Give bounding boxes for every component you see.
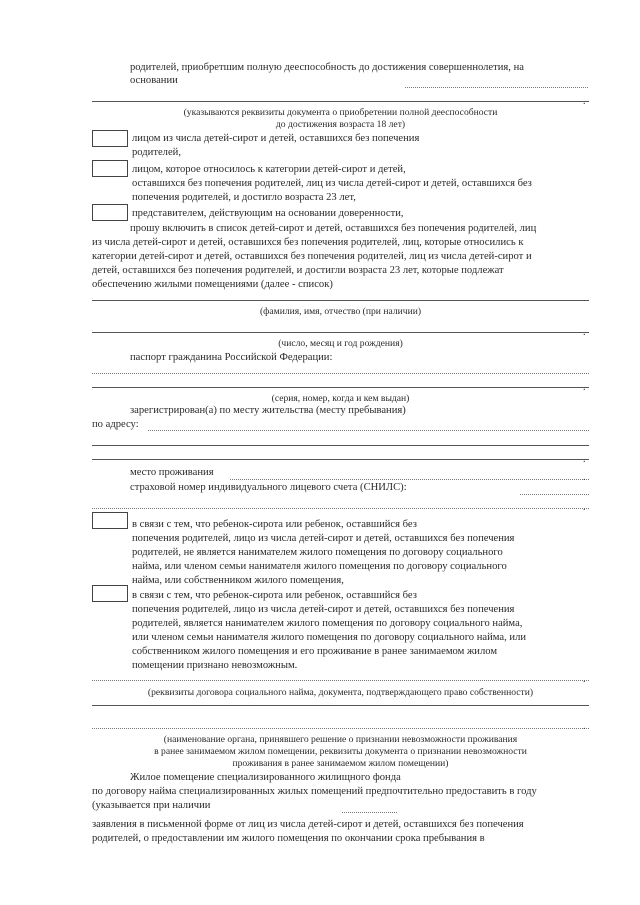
text-line: родителей, приобретшим полную дееспособность до достижения совершеннолетия, на — [130, 62, 524, 73]
text-line: обеспечению жилыми помещениями (далее - список) — [92, 279, 333, 290]
reason-label-cont: родителей, является нанимателем жилого помещения по договору социального найма, — [132, 618, 523, 629]
address-field-line[interactable] — [148, 430, 589, 431]
option-label: лицом, которое относилось к категории детей-сирот и детей, — [132, 164, 406, 175]
passport-field-line[interactable] — [92, 373, 589, 374]
caption-passport: (серия, номер, когда и кем выдан) — [271, 393, 410, 404]
snils-field-line-2[interactable] — [92, 508, 589, 509]
reason-label-cont: попечения родителей, лицо из числа детей-сирот и детей, оставшихся без попечения — [132, 604, 515, 615]
fill-line[interactable] — [92, 101, 589, 102]
address-field-line-2[interactable] — [92, 445, 589, 446]
option-label: представителем, действующим на основании доверенности, — [132, 208, 404, 219]
checkbox-former-orphan-23[interactable] — [92, 160, 128, 177]
text-line: (указывается при наличии — [92, 800, 211, 811]
text-line: прошу включить в список детей-сирот и детей, оставшихся без попечения родителей, лиц — [130, 223, 537, 234]
text-line: основании — [130, 75, 178, 86]
text-line: родителей, о предоставлении им жилого помещения по окончании срока пребывания в — [92, 833, 485, 844]
reason-label: в связи с тем, что ребенок-сирота или ребенок, оставшийся без — [132, 519, 417, 530]
option-label-cont: родителей, — [132, 147, 181, 158]
snils-label: страховой номер индивидуального лицевого счета (СНИЛС): — [130, 482, 407, 493]
caption-birthdate: (число, месяц и год рождения) — [278, 338, 403, 349]
fill-line[interactable] — [405, 87, 588, 88]
birthdate-field-line[interactable] — [92, 332, 589, 333]
text-line: по договору найма специализированных жилых помещений предпочтительно предоставить в году — [92, 786, 537, 797]
caption-authority: (наименование органа, принявшего решение о признании невозможности проживания — [163, 734, 518, 745]
reason-label-cont: найма, или собственником жилого помещения, — [132, 575, 344, 586]
caption-name: (фамилия, имя, отчество (при наличии) — [259, 306, 422, 317]
option-label: лицом из числа детей-сирот и детей, оставшихся без попечения — [132, 133, 420, 144]
text-line: зарегистрирован(а) по месту жительства (месту пребывания) — [130, 405, 406, 416]
reason-label-cont: собственником жилого помещения и его проживание в ранее занимаемом жилом — [132, 646, 498, 657]
passport-field-line-2[interactable] — [92, 387, 589, 388]
reason-label-cont: найма, или членом семьи нанимателя жилого помещения по договору социального — [132, 561, 507, 572]
checkbox-orphan-person[interactable] — [92, 130, 128, 147]
contract-field-line[interactable] — [92, 680, 589, 681]
authority-field-line[interactable] — [92, 728, 589, 729]
application-form-page: родителей, приобретшим полную дееспособность до достижения совершеннолетия, на основании . (указываются реквизиты документа о приобретении полной дееспособности до достижения возраста 18 лет) лицом из числа детей-сирот и детей, оставшихся без попечения родителей, лицом, которое относилось к категории детей-сирот и детей, оставшихся без попечения родителей, лиц из числа детей-сирот и детей, оставшихся без попечения родителей, и достигло возраста 23 лет, представителем, действующим на основании доверенности, прошу включить в список детей-сирот и детей, оставшихся без попечения родителей, лиц из числа детей-сирот и детей, оставшихся без попечения родителей, лиц, которые относились к категории детей-сирот и детей, оставшихся без попечения родителей, лиц из числа детей-сирот и детей, оставшихся без попечения родителей, и достигли возраста 23 лет, которые подлежат обеспечению жилыми помещениями (далее - список) (фамилия, имя, отчество (при наличии) . (число, месяц и год рождения) паспорт гражданина Российской Федерации: . (серия, номер, когда и кем выдан) зарегистрирован(а) по месту жительства (месту пребывания) по адресу: . место проживания . страховой номер индивидуального лицевого счета (СНИЛС): . в связи с тем, что ребенок-сирота или ребенок, оставшийся без попечения родителей, лицо из числа детей-сирот и детей, оставшихся без попечения родителей, не является нанимателем жилого помещения по договору социального найма, или членом семьи нанимателя жилого помещения по договору социального найма, или собственником жилого помещения, в связи с тем, что ребенок-сирота или ребенок, оставшийся без попечения родителей, лицо из числа детей-сирот и детей, оставшихся без попечения родителей, является нанимателем жилого помещения по договору социального найма, или членом семьи нанимателя жилого помещения по договору социального найма, или собственником жилого помещения и его проживание в ранее занимаемом жилом помещении признано невозможным. . (реквизиты договора социального найма, документа, подтверждающего право собственности) . (наименование органа, принявшего решение о признании невозможности проживания в ранее занимаемом жилом помещении, реквизиты документа о признании невозможности проживания в ранее занимаемом жилом помещении) Жилое помещение специализированного жилищного фонда по договору найма специализированных жилых помещений предпочтительно предоставить в году (указывается при наличии заявления в письменной форме от лиц из числа детей-сирот и детей, оставшихся без попечения родителей, о предоставлении им жилого помещения по окончании срока пребывания в — [0, 0, 640, 905]
checkbox-not-tenant[interactable] — [92, 512, 128, 529]
reason-label-cont: или членом семьи нанимателя жилого помещения по договору социального найма, или — [132, 632, 527, 643]
caption-authority: проживания в ранее занимаемом жилом помещении) — [232, 758, 449, 769]
text-line: паспорт гражданина Российской Федерации: — [130, 352, 333, 363]
caption-contract: (реквизиты договора социального найма, документа, подтверждающего право собственности) — [147, 687, 534, 698]
text-line: детей, оставшихся без попечения родителей, и достигли возраста 23 лет, которые подлежат — [92, 265, 504, 276]
reason-label-cont: родителей, не является нанимателем жилого помещения по договору социального — [132, 547, 503, 558]
year-field-line[interactable] — [342, 812, 397, 813]
reason-label-cont: помещении признано невозможным. — [132, 660, 298, 671]
address-label: по адресу: — [92, 419, 139, 430]
checkbox-representative[interactable] — [92, 204, 128, 221]
text-line: из числа детей-сирот и детей, оставшихся без попечения родителей, лиц, которые относились к — [92, 237, 524, 248]
caption: до достижения возраста 18 лет) — [275, 119, 406, 130]
text-line: заявления в письменной форме от лиц из числа детей-сирот и детей, оставшихся без попечения — [92, 819, 524, 830]
caption-authority: в ранее занимаемом жилом помещении, реквизиты документа о признании невозможности — [154, 746, 527, 757]
text-line: Жилое помещение специализированного жилищного фонда — [130, 772, 401, 783]
snils-field-line[interactable] — [520, 494, 589, 495]
reason-label-cont: попечения родителей, лицо из числа детей-сирот и детей, оставшихся без попечения — [132, 533, 515, 544]
reason-label: в связи с тем, что ребенок-сирота или ребенок, оставшийся без — [132, 590, 417, 601]
residence-label: место проживания — [130, 467, 214, 478]
caption: (указываются реквизиты документа о приобретении полной дееспособности — [183, 107, 498, 118]
text-line: категории детей-сирот и детей, оставшихся без попечения родителей, лиц из числа детей-сирот и — [92, 251, 532, 262]
checkbox-tenant-living-impossible[interactable] — [92, 585, 128, 602]
option-label-cont: оставшихся без попечения родителей, лиц из числа детей-сирот и детей, оставшихся без — [132, 178, 532, 189]
contract-field-line-2[interactable] — [92, 705, 589, 706]
name-field-line[interactable] — [92, 300, 589, 301]
address-field-line-3[interactable] — [92, 459, 589, 460]
option-label-cont: попечения родителей, и достигло возраста 23 лет, — [132, 192, 356, 203]
residence-field-line[interactable] — [230, 479, 589, 480]
